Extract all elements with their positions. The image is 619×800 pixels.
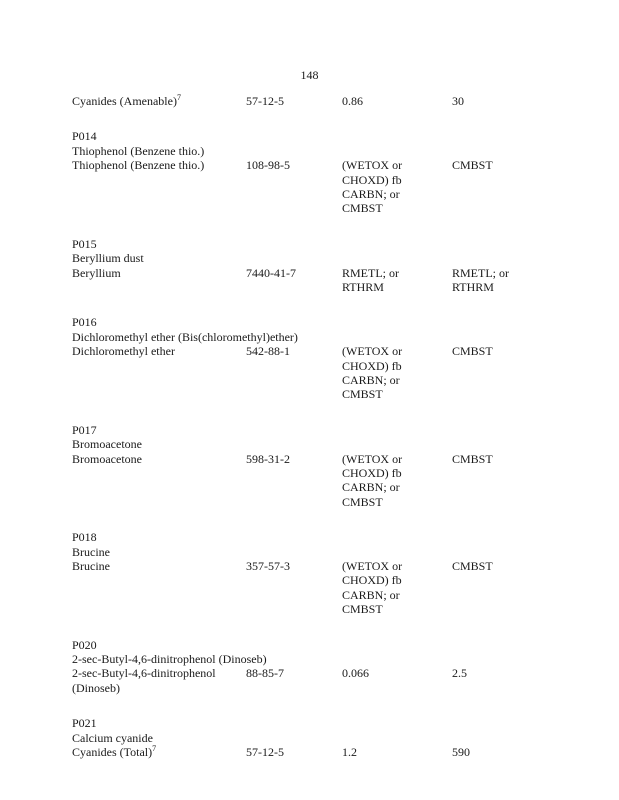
nonwastewater-standard: 30 xyxy=(452,94,464,108)
group-spacer xyxy=(72,402,552,423)
wastewater-standard-line: CARBN; or xyxy=(342,373,400,388)
waste-description: Calcium cyanide xyxy=(72,730,153,745)
wastewater-standard xyxy=(342,452,452,510)
nonwastewater-standard-line: CMBST xyxy=(452,344,493,359)
wastewater-standard-line: (WETOX or xyxy=(342,344,403,359)
nonwastewater-standard-line: CMBST xyxy=(452,158,493,173)
cas-number: 598-31-2 xyxy=(246,451,290,466)
waste-description: Thiophenol (Benzene thio.) xyxy=(72,143,205,158)
nonwastewater-standard-line: RMETL; or xyxy=(452,265,509,280)
nonwastewater-standard xyxy=(452,452,562,466)
waste-code: P021 xyxy=(72,716,97,731)
group-spacer xyxy=(72,294,552,315)
waste-code-group xyxy=(72,423,552,509)
wastewater-standard-line: CARBN; or xyxy=(342,480,400,495)
waste-code-group xyxy=(72,315,552,401)
constituent-name: Dichloromethyl ether xyxy=(72,344,175,359)
waste-code: P020 xyxy=(72,637,97,652)
group-spacer xyxy=(72,509,552,530)
cas-number: 57-12-5 xyxy=(246,745,284,760)
nonwastewater-standard xyxy=(452,344,562,358)
constituent-name: Cyanides (Total)$^7$ xyxy=(72,744,157,760)
constituent-name: Thiophenol (Benzene thio.) xyxy=(72,158,205,173)
table-row xyxy=(72,559,552,617)
wastewater-standard-line: CMBST xyxy=(342,201,383,216)
cas-number: 88-85-7 xyxy=(246,666,284,681)
cas-number: 7440-41-7 xyxy=(246,265,296,280)
wastewater-standard xyxy=(342,745,452,759)
group-spacer xyxy=(72,695,552,716)
wastewater-standard xyxy=(342,344,452,402)
nonwastewater-standard xyxy=(452,559,562,573)
table-row xyxy=(72,344,552,402)
table-row xyxy=(72,158,552,216)
waste-code-list xyxy=(72,94,552,759)
wastewater-standard-line: 0.066 xyxy=(342,666,369,681)
wastewater-standard-line: CARBN; or xyxy=(342,187,400,202)
nonwastewater-standard xyxy=(452,158,562,172)
nonwastewater-standard-line: CMBST xyxy=(452,559,493,574)
nonwastewater-standard xyxy=(452,266,562,295)
wastewater-standard-line: CHOXD) fb xyxy=(342,573,402,588)
wastewater-standard-line: 1.2 xyxy=(342,745,357,760)
nonwastewater-standard-line: 2.5 xyxy=(452,666,467,681)
nonwastewater-standard xyxy=(452,745,562,759)
wastewater-standard-line: CHOXD) fb xyxy=(342,358,402,373)
waste-code-group xyxy=(72,237,552,295)
table-row xyxy=(72,94,552,108)
waste-code: P015 xyxy=(72,236,97,251)
waste-code-group xyxy=(72,638,552,696)
constituent-name: 2-sec-Butyl-4,6-dinitrophenol (Dinoseb) xyxy=(72,666,216,695)
nonwastewater-standard-line: RTHRM xyxy=(452,280,494,295)
wastewater-standard-line: CMBST xyxy=(342,387,383,402)
nonwastewater-standard-line: 590 xyxy=(452,745,470,760)
constituent-name: Brucine xyxy=(72,559,110,574)
wastewater-standard-line: RMETL; or xyxy=(342,265,399,280)
wastewater-standard xyxy=(342,559,452,617)
table-row xyxy=(72,666,552,695)
wastewater-standard xyxy=(342,158,452,216)
constituent-name: Beryllium xyxy=(72,265,121,280)
waste-code-group xyxy=(72,530,552,616)
wastewater-standard-line: CHOXD) fb xyxy=(342,466,402,481)
wastewater-standard-line: RTHRM xyxy=(342,280,384,295)
constituent-name: Bromoacetone xyxy=(72,451,142,466)
cas-number: 357-57-3 xyxy=(246,559,290,574)
constituent-name: Cyanides (Amenable)$^7$ xyxy=(72,93,181,108)
waste-description: Bromoacetone xyxy=(72,437,142,452)
waste-description: Brucine xyxy=(72,544,110,559)
waste-code: P014 xyxy=(72,129,97,144)
waste-description: Beryllium dust xyxy=(72,251,144,266)
wastewater-standard-line: CMBST xyxy=(342,494,383,509)
page-number: 148 xyxy=(300,68,319,82)
waste-code-group xyxy=(72,716,552,759)
wastewater-standard-line: (WETOX or xyxy=(342,451,403,466)
waste-code: P018 xyxy=(72,530,97,545)
wastewater-standard xyxy=(342,666,452,680)
group-spacer xyxy=(72,108,552,129)
wastewater-standard-line: CMBST xyxy=(342,602,383,617)
table-row xyxy=(72,266,552,295)
wastewater-standard-line: CARBN; or xyxy=(342,587,400,602)
group-spacer xyxy=(72,216,552,237)
wastewater-standard-line: (WETOX or xyxy=(342,559,403,574)
waste-code-group xyxy=(72,129,552,215)
table-row xyxy=(72,745,552,759)
waste-code: P017 xyxy=(72,422,97,437)
waste-code: P016 xyxy=(72,315,97,330)
cas-number: 57-12-5 xyxy=(246,94,284,108)
wastewater-standard: 0.86 xyxy=(342,94,363,108)
waste-code-groups xyxy=(72,108,552,759)
cas-number: 108-98-5 xyxy=(246,158,290,173)
group-spacer xyxy=(72,617,552,638)
waste-description: 2-sec-Butyl-4,6-dinitrophenol (Dinoseb) xyxy=(72,652,267,667)
table-row xyxy=(72,452,552,510)
cas-number: 542-88-1 xyxy=(246,344,290,359)
nonwastewater-standard-line: CMBST xyxy=(452,451,493,466)
wastewater-standard-line: CHOXD) fb xyxy=(342,172,402,187)
nonwastewater-standard xyxy=(452,666,562,680)
wastewater-standard xyxy=(342,266,452,295)
waste-description: Dichloromethyl ether (Bis(chloromethyl)ether) xyxy=(72,329,298,344)
wastewater-standard-line: (WETOX or xyxy=(342,158,403,173)
